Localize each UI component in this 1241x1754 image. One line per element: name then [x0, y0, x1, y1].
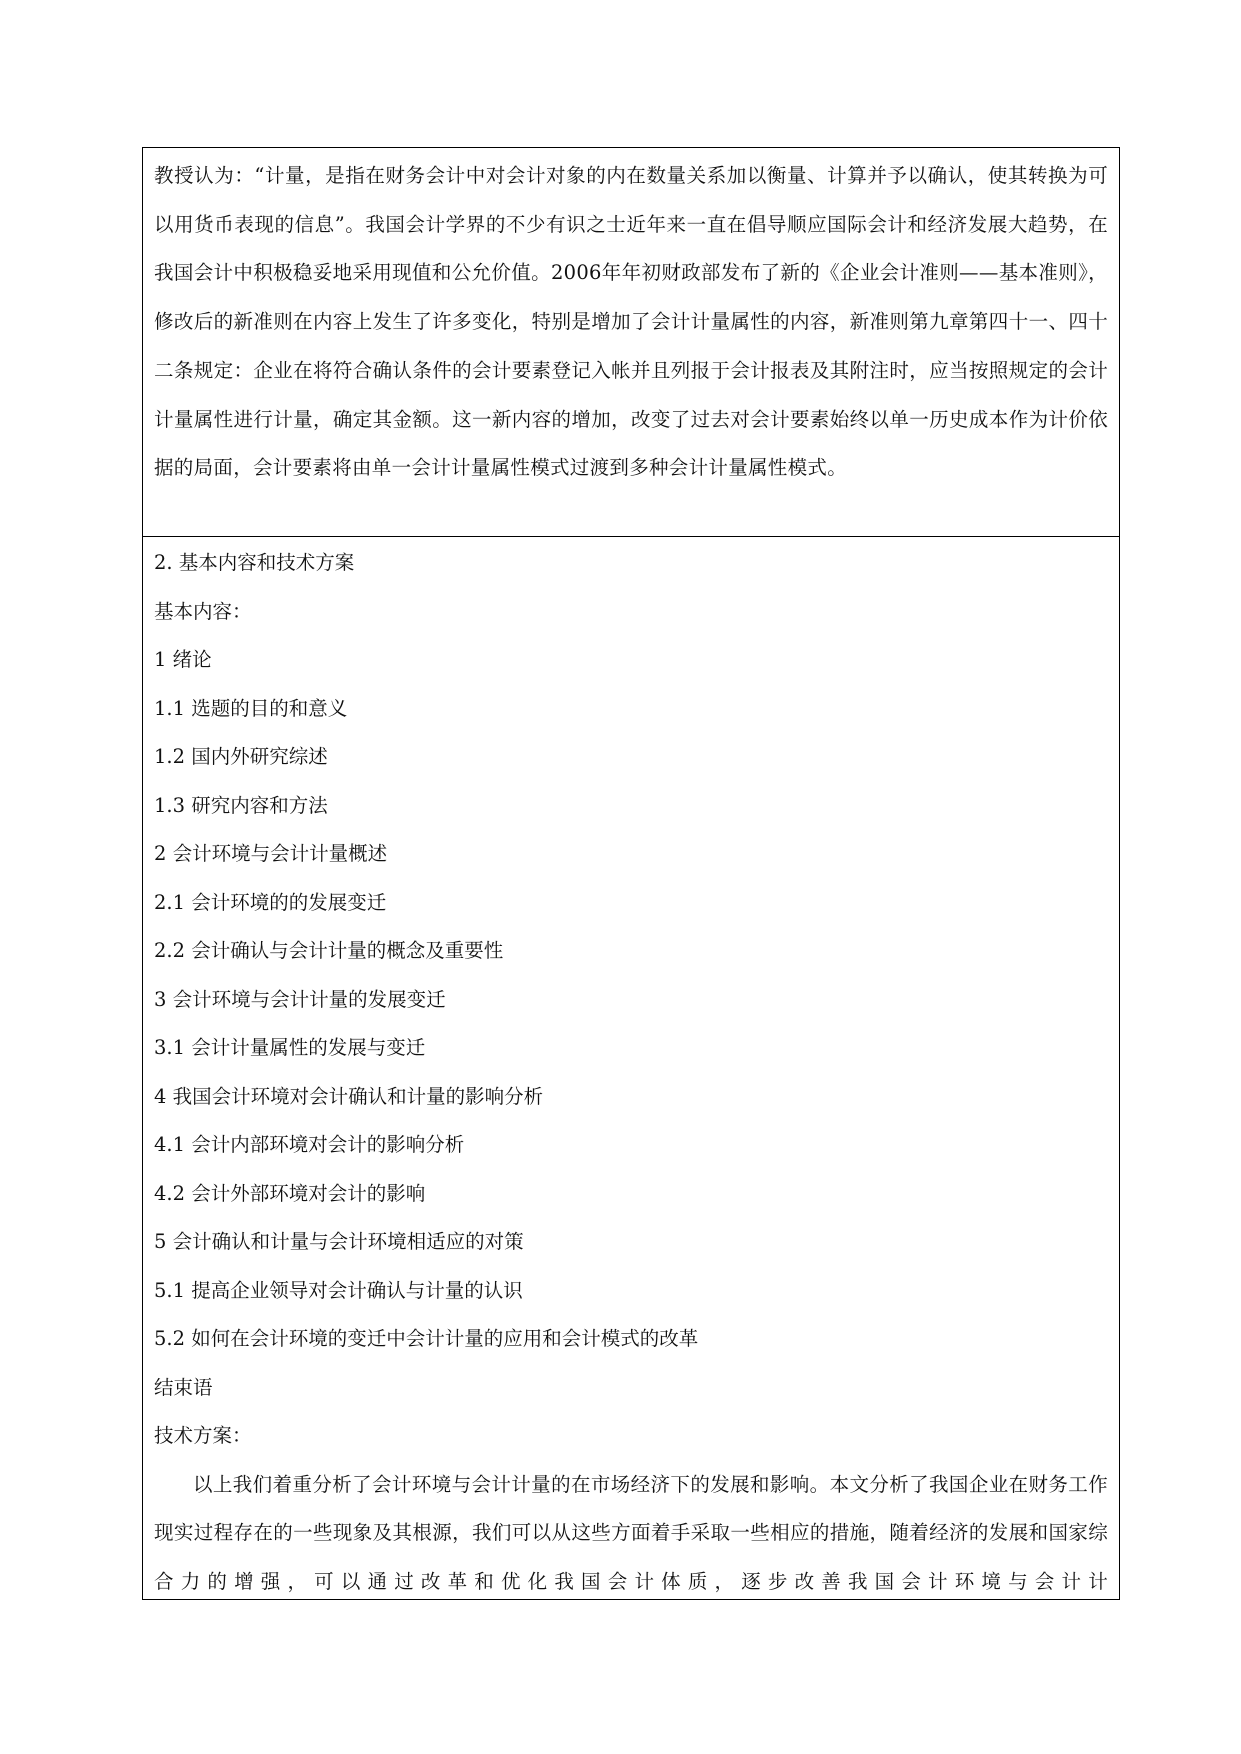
outline-item: 5.1 提高企业领导对会计确认与计量的认识 — [154, 1278, 523, 1302]
outline-item: 2.1 会计环境的的发展变迁 — [154, 890, 387, 914]
outline-item: 3 会计环境与会计计量的发展变迁 — [154, 987, 446, 1011]
outline-item: 5 会计确认和计量与会计环境相适应的对策 — [154, 1230, 524, 1253]
outline-item: 2 会计环境与会计计量概述 — [154, 842, 388, 865]
outline-item: 1 绪论 — [154, 648, 212, 671]
outline-item: 4.2 会计外部环境对会计的影响 — [154, 1181, 426, 1205]
tech-plan-label: 技术方案： — [154, 1424, 252, 1447]
table-row-divider — [143, 536, 1119, 537]
outline-item: 3.1 会计计量属性的发展与变迁 — [154, 1036, 426, 1059]
proposal-table — [142, 147, 1120, 1600]
outline-item: 结束语 — [154, 1375, 213, 1399]
outline-item: 4 我国会计环境对会计确认和计量的影响分析 — [154, 1084, 544, 1108]
content-plan-cell — [154, 539, 1108, 1606]
literature-cell — [154, 152, 1108, 493]
outline-item: 1.2 国内外研究综述 — [154, 745, 328, 768]
tech-plan-paragraph: 以上我们着重分析了会计环境与会计计量的在市场经济下的发展和影响。本文分析了我国企业在财务工作现实过程存在的一些现象及其根源，我们可以从这些方面着手采取一些相应的措施，随着经济的发展和国家综合力的增强，可以通过改革和优化我国会计体质，逐步改善我国会计环境与会计计 — [154, 1472, 1108, 1593]
basic-content-label: 基本内容： — [154, 599, 252, 623]
outline-item: 5.2 如何在会计环境的变迁中会计计量的应用和会计模式的改革 — [154, 1327, 699, 1350]
intro-paragraph: 教授认为：“计量，是指在财务会计中对会计对象的内在数量关系加以衡量、计算并予以确认，使其转换为可以用货币表现的信息”。我国会计学界的不少有识之士近年来一直在倡导顺应国际会计和经济发展大趋势，在我国会计中积极稳妥地采用现值和公允价值。2006年年初财政部发布了新的《企业会计准则——基本准则》，修改后的新准则在内容上发生了许多变化，特别是增加了会计计量属性的内容，新准则第九章第四十一、四十二条规定：企业在将符合确认条件的会计要素登记入帐并且列报于会计报表及其附注时，应当按照规定的会计计量属性进行计量，确定其金额。这一新内容的增加，改变了过去对会计要素始终以单一历史成本作为计价依据的局面，会计要素将由单一会计计量属性模式过渡到多种会计计量属性模式。 — [154, 164, 1108, 480]
outline-item: 2.2 会计确认与会计计量的概念及重要性 — [154, 939, 504, 962]
outline-item: 4.1 会计内部环境对会计的影响分析 — [154, 1133, 465, 1156]
outline-item: 1.3 研究内容和方法 — [154, 793, 328, 817]
outline-item: 1.1 选题的目的和意义 — [154, 696, 348, 720]
section-heading: 2. 基本内容和技术方案 — [154, 551, 355, 574]
